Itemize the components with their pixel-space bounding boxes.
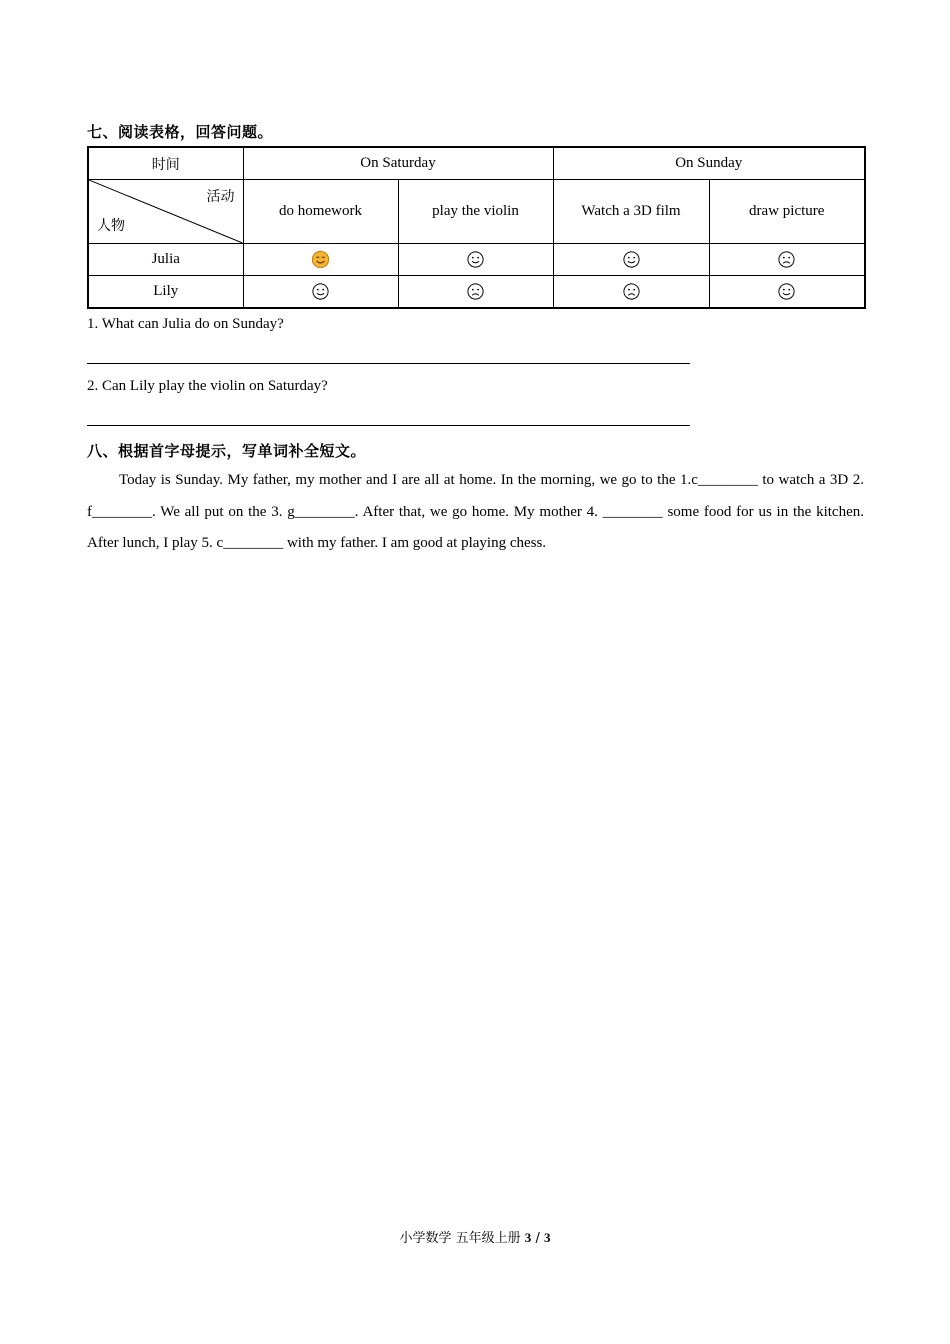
question-2: 2. Can Lily play the violin on Saturday? [87, 378, 328, 394]
section-8-title: 八、根据首字母提示，写单词补全短文。 [87, 442, 367, 460]
saturday-header: On Saturday [243, 147, 553, 180]
happy-face-icon [311, 250, 330, 269]
face-cell [243, 276, 398, 309]
person-name: Lily [88, 276, 243, 309]
page-footer [0, 1227, 950, 1246]
answer-line-2[interactable] [87, 425, 690, 426]
person-label: 人物 [97, 218, 125, 234]
page-total: 3 [543, 1230, 551, 1245]
activity-header: do homework [243, 180, 398, 244]
activity-table [87, 146, 866, 309]
frown-face-icon [466, 282, 485, 301]
face-cell [553, 276, 709, 309]
smile-face-icon [466, 250, 485, 269]
answer-line-1[interactable] [87, 363, 690, 364]
page-separator: / [535, 1231, 540, 1246]
cloze-paragraph [87, 465, 864, 560]
footer-subject: 小学数学 五年级上册 [399, 1231, 521, 1246]
face-cell [709, 244, 865, 276]
face-cell [398, 244, 553, 276]
frown-face-icon [777, 250, 796, 269]
face-cell [398, 276, 553, 309]
person-name: Julia [88, 244, 243, 276]
page-number: 3 [524, 1230, 532, 1245]
cloze-text: Today is Sunday. My father, my mother and I are all at home. In the morning, we go to the 1.c________ to watch a 3D 2. f________. We all put on the 3. g________. After that, we go home. My mother 4. ________ some food for us in the kitchen. After lunch, I play 5. c________ with my father. I am good at playing chess. [87, 472, 864, 551]
frown-face-icon [622, 282, 641, 301]
face-cell [243, 244, 398, 276]
activity-header: play the violin [398, 180, 553, 244]
question-1: 1. What can Julia do on Sunday? [87, 316, 284, 332]
table-row [88, 276, 865, 309]
activity-label: 活动 [206, 189, 235, 205]
smile-face-icon [622, 250, 641, 269]
smile-face-icon [777, 282, 796, 301]
smile-face-icon [311, 282, 330, 301]
diagonal-header-cell [88, 180, 243, 244]
time-header-cell: 时间 [88, 147, 243, 180]
sunday-header: On Sunday [553, 147, 865, 180]
face-cell [553, 244, 709, 276]
activity-header: draw picture [709, 180, 865, 244]
section-7-title: 七、阅读表格，回答问题。 [87, 123, 274, 141]
face-cell [709, 276, 865, 309]
table-row [88, 244, 865, 276]
activity-header: Watch a 3D film [553, 180, 709, 244]
